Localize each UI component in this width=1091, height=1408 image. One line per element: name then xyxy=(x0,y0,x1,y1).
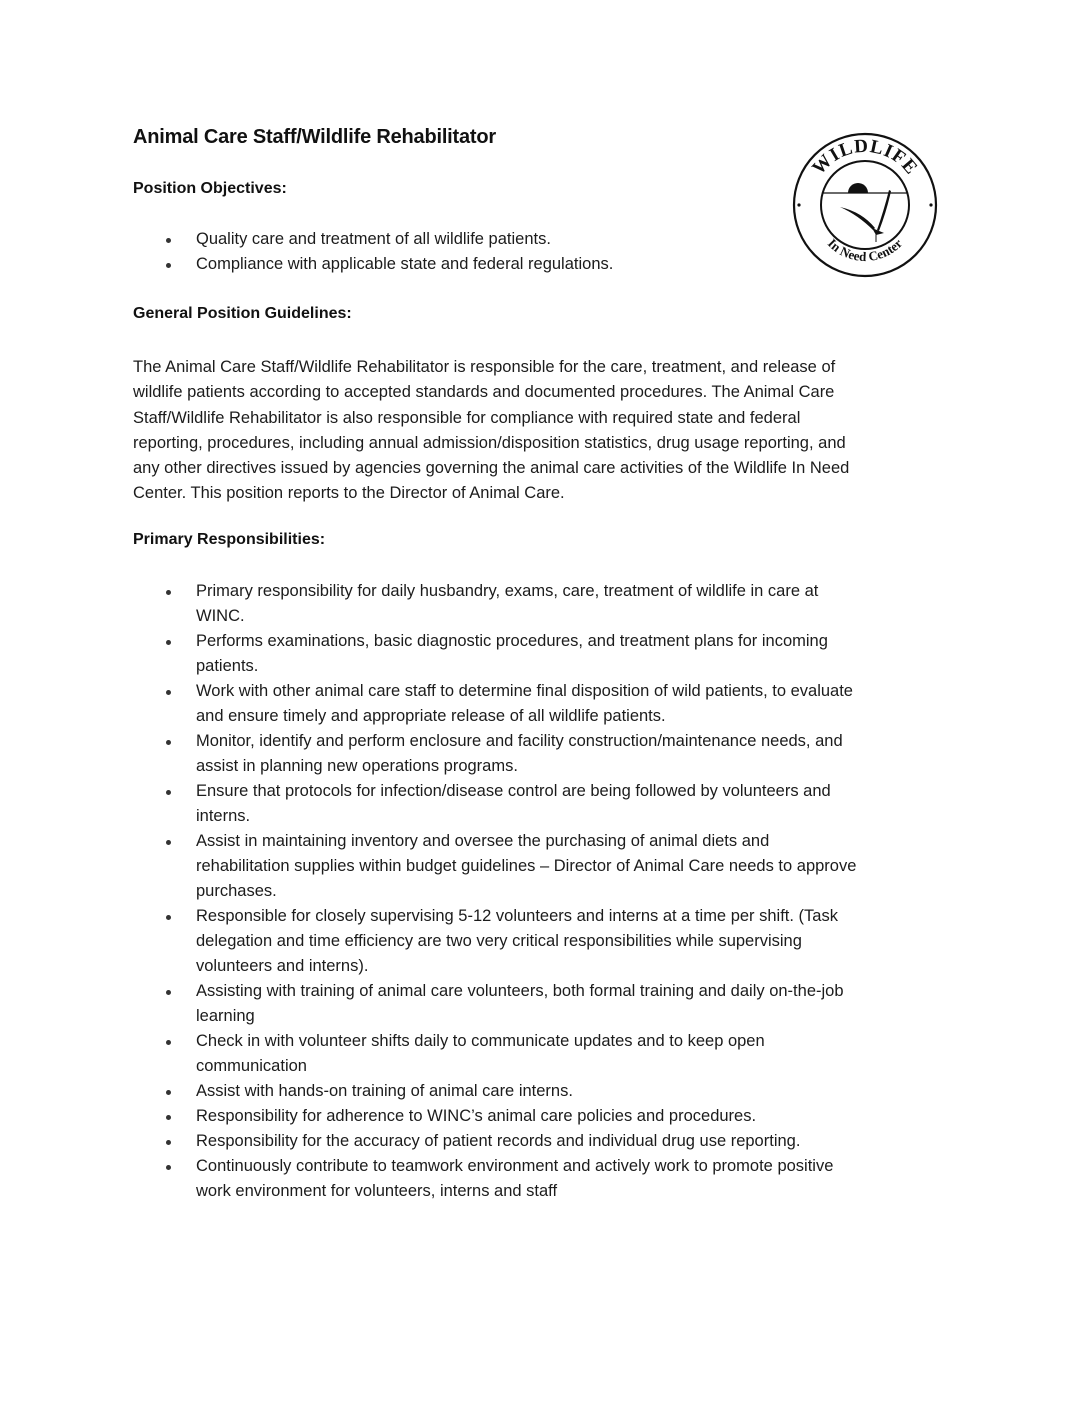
bullet-icon xyxy=(166,840,171,845)
list-item: Quality care and treatment of all wildlife patients. xyxy=(0,227,961,252)
bullet-icon xyxy=(166,590,171,595)
bullet-icon xyxy=(166,1040,171,1045)
position-objectives-list xyxy=(0,227,960,277)
list-item: Ensure that protocols for infection/disease control are being followed by volunteers and interns. xyxy=(0,779,961,829)
list-item: Responsibility for the accuracy of patient records and individual drug use reporting. xyxy=(0,1129,961,1154)
bullet-icon xyxy=(166,915,171,920)
list-item: Monitor, identify and perform enclosure and facility construction/maintenance needs, and assist in planning new operations programs. xyxy=(0,729,961,779)
bullet-icon xyxy=(166,1115,171,1120)
list-item: Performs examinations, basic diagnostic procedures, and treatment plans for incoming patients. xyxy=(0,629,961,679)
position-objectives-heading: Position Objectives: xyxy=(133,180,287,197)
list-item: Assisting with training of animal care volunteers, both formal training and daily on-the-job learning xyxy=(0,979,961,1029)
bullet-icon xyxy=(166,990,171,995)
general-guidelines-heading: General Position Guidelines: xyxy=(133,305,352,322)
list-item: Check in with volunteer shifts daily to communicate updates and to keep open communication xyxy=(0,1029,961,1079)
bullet-icon xyxy=(166,263,171,268)
bullet-icon xyxy=(166,740,171,745)
svg-text:WILDLIFE: WILDLIFE xyxy=(808,135,922,180)
bullet-icon xyxy=(166,238,171,243)
list-item: Continuously contribute to teamwork environment and actively work to promote positive work environment for volunteers, interns and staff xyxy=(0,1154,961,1204)
list-item: Primary responsibility for daily husbandry, exams, care, treatment of wildlife in care at WINC. xyxy=(0,579,961,629)
list-item: Compliance with applicable state and federal regulations. xyxy=(0,252,961,277)
bullet-icon xyxy=(166,1140,171,1145)
primary-responsibilities-list xyxy=(0,579,960,1204)
list-item: Work with other animal care staff to determine final disposition of wild patients, to evaluate and ensure timely and appropriate release of all wildlife patients. xyxy=(0,679,961,729)
bullet-icon xyxy=(166,790,171,795)
bullet-icon xyxy=(166,640,171,645)
bullet-icon xyxy=(166,1165,171,1170)
svg-text:In Need Center: In Need Center xyxy=(824,235,906,265)
general-guidelines-paragraph: The Animal Care Staff/Wildlife Rehabilitator is responsible for the care, treatment, and release of wildlife patients according to accepted standards and documented procedures. The Animal Care Staff/Wildlife Rehabilitator is also responsible for compliance with required state and federal reporting, procedures, including annual admission/disposition statistics, drug usage reporting, and any other directives issued by agencies governing the animal care activities of the Wildlife In Need Center. This position reports to the Director of Animal Care. xyxy=(133,358,850,503)
list-item: Responsible for closely supervising 5-12 volunteers and interns at a time per shift. (Task delegation and time efficiency are two very critical responsibilities while supervising volunteers and interns). xyxy=(0,904,961,979)
list-item: Responsibility for adherence to WINC’s animal care policies and procedures. xyxy=(0,1104,961,1129)
bullet-icon xyxy=(166,1090,171,1095)
primary-responsibilities-heading: Primary Responsibilities: xyxy=(133,531,326,548)
list-item: Assist in maintaining inventory and oversee the purchasing of animal diets and rehabilitation supplies within budget guidelines – Director of Animal Care needs to approve purchases. xyxy=(0,829,961,904)
document-title: Animal Care Staff/Wildlife Rehabilitator xyxy=(133,126,496,148)
bullet-icon xyxy=(166,690,171,695)
list-item: Assist with hands-on training of animal care interns. xyxy=(0,1079,961,1104)
